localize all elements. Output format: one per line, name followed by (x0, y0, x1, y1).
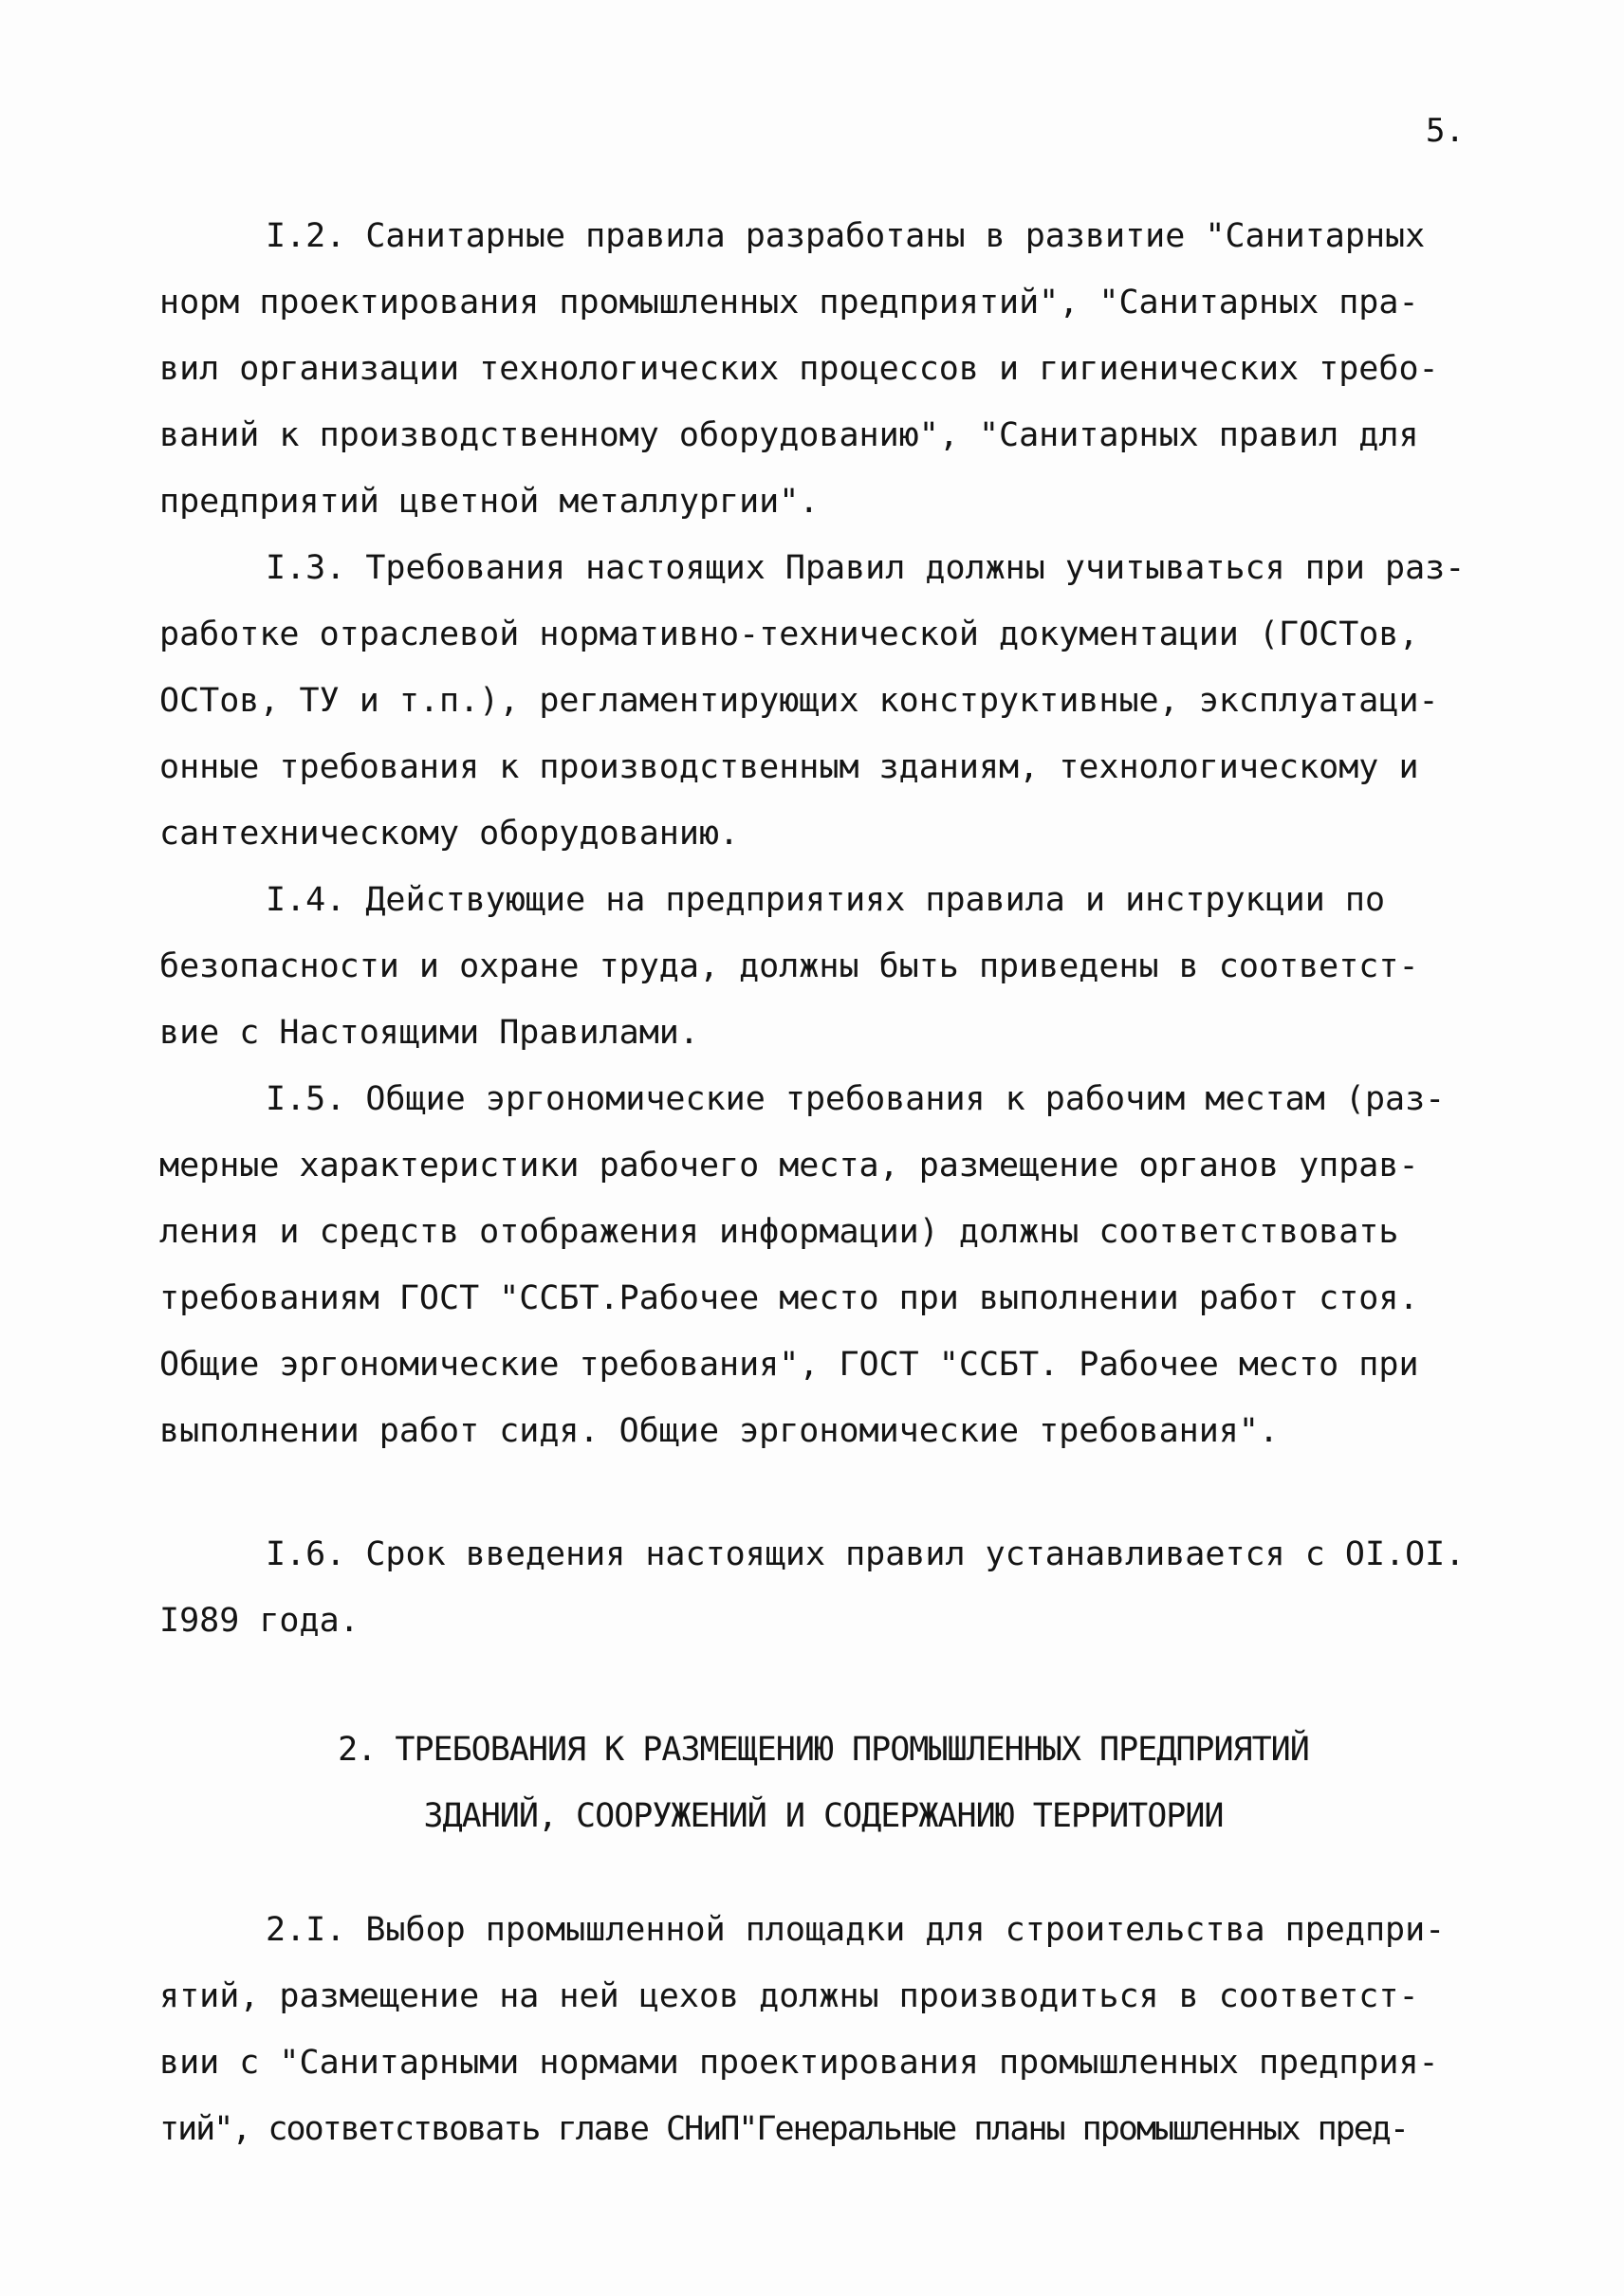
para-1-5-line: требованиям ГОСТ "ССБТ.Рабочее место при выполнении работ стоя. (159, 1279, 1419, 1317)
para-1-2-line: предприятий цветной металлургии". (159, 483, 820, 521)
para-1-4-line: безопасности и охране труда, должны быть приведены в соответст- (159, 947, 1419, 985)
para-2-1-line: ятий, размещение на ней цехов должны производиться в соответст- (159, 1977, 1419, 2015)
para-1-3-line: I.3. Требования настоящих Правил должны учитываться при раз- (266, 549, 1466, 587)
para-1-3-line: работке отраслевой нормативно-технической документации (ГОСТов, (159, 615, 1419, 653)
para-1-3-line: онные требования к производственным зданиям, технологическому и (159, 748, 1419, 786)
section-2-heading: 2. ТРЕБОВАНИЯ К РАЗМЕЩЕНИЮ ПРОМЫШЛЕННЫХ ПРЕДПРИЯТИЙ (338, 1731, 1309, 1769)
para-1-4-line: вие с Настоящими Правилами. (159, 1014, 699, 1052)
section-2-heading: ЗДАНИЙ, СООРУЖЕНИЙ И СОДЕРЖАНИЮ ТЕРРИТОРИИ (423, 1797, 1224, 1835)
para-1-5-line: ления и средств отображения информации) должны соответствовать (159, 1213, 1399, 1251)
para-1-6-line: I989 года. (159, 1602, 360, 1640)
para-1-5-line: I.5. Общие эргономические требования к рабочим местам (раз- (266, 1080, 1446, 1118)
para-2-1-line: тий", соответствовать главе СНиП"Генеральные планы промышленных пред- (159, 2110, 1408, 2148)
para-1-2-line: ваний к производственному оборудованию", "Санитарных правил для (159, 416, 1419, 454)
para-1-3-line: ОСТов, ТУ и т.п.), регламентирующих конструктивные, эксплуатаци- (159, 682, 1439, 720)
para-1-5-line: выполнении работ сидя. Общие эргономические требования". (159, 1412, 1280, 1450)
para-2-1-line: вии с "Санитарными нормами проектирования промышленных предприя- (159, 2044, 1439, 2082)
para-1-2-line: норм проектирования промышленных предприятий", "Санитарных пра- (159, 284, 1419, 321)
page-number: 5. (1426, 112, 1465, 150)
para-1-2-line: вил организации технологических процессов и гигиенических требо- (159, 350, 1439, 388)
para-1-5-line: мерные характеристики рабочего места, размещение органов управ- (159, 1147, 1419, 1185)
para-1-6-line: I.6. Срок введения настоящих правил устанавливается с OI.OI. (266, 1535, 1466, 1573)
para-1-3-line: сантехническому оборудованию. (159, 815, 740, 853)
para-2-1-line: 2.I. Выбор промышленной площадки для строительства предпри- (266, 1911, 1446, 1949)
para-1-5-line: Общие эргономические требования", ГОСТ "ССБТ. Рабочее место при (159, 1346, 1419, 1384)
para-1-2-line: I.2. Санитарные правила разработаны в развитие "Санитарных (266, 217, 1426, 255)
para-1-4-line: I.4. Действующие на предприятиях правила и инструкции по (266, 881, 1386, 919)
